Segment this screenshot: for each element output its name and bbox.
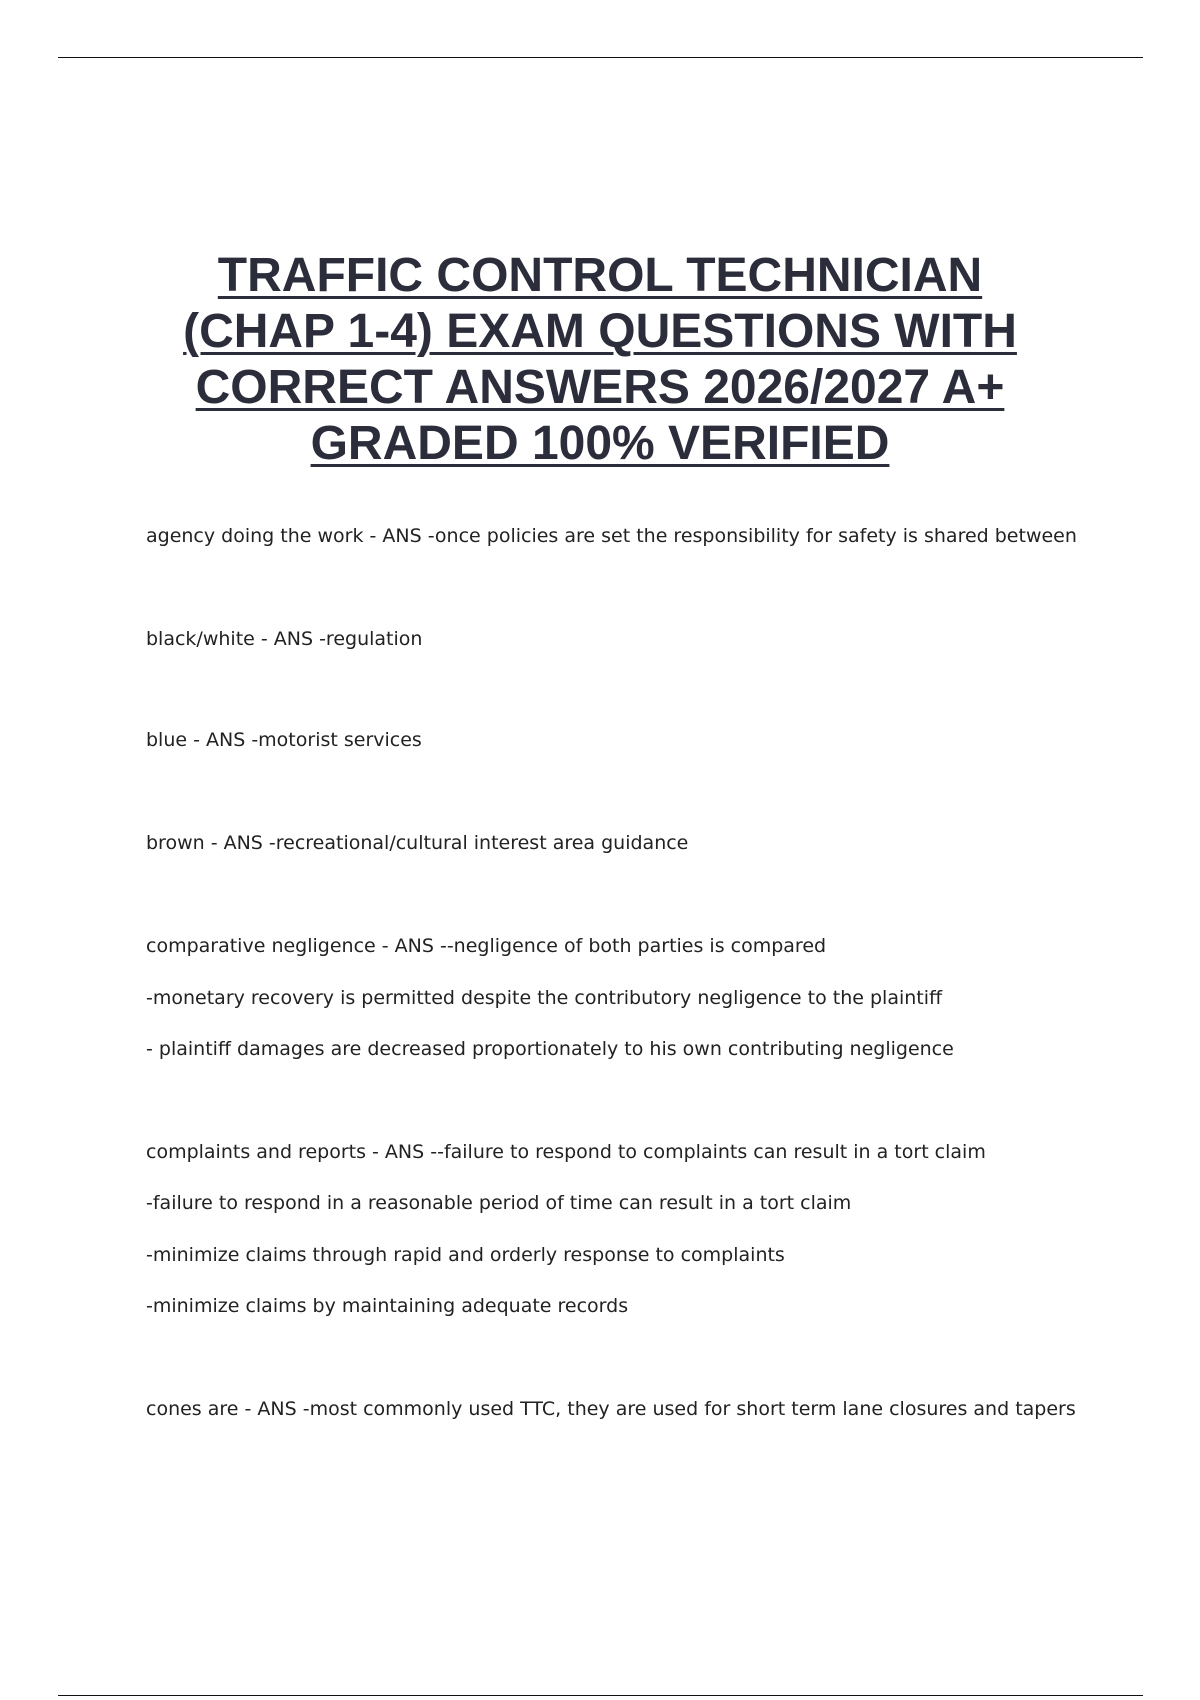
qa-entry-cones: cones are - ANS -most commonly used TTC, they are used for short term lane closures and tapers	[146, 1398, 1076, 1420]
qa-entry-agency: agency doing the work - ANS -once policies are set the responsibility for safety is shared between	[146, 525, 1077, 547]
qa-entry-line: -minimize claims by maintaining adequate records	[146, 1295, 629, 1317]
qa-entry-blue: blue - ANS -motorist services	[146, 729, 422, 751]
qa-entry-line: - plaintiff damages are decreased proportionately to his own contributing negligence	[146, 1038, 954, 1060]
title-line: GRADED 100% VERIFIED	[310, 417, 890, 470]
qa-entry-comparative-negligence: comparative negligence - ANS --negligence of both parties is compared	[146, 935, 827, 957]
qa-entry-line: -minimize claims through rapid and orderly response to complaints	[146, 1244, 785, 1266]
qa-entry-line: -failure to respond in a reasonable period of time can result in a tort claim	[146, 1192, 852, 1214]
qa-entry-line: -monetary recovery is permitted despite the contributory negligence to the plaintiff	[146, 987, 943, 1009]
title-line: CORRECT ANSWERS 2026/2027 A+	[195, 361, 1005, 414]
footer-rule	[58, 1695, 1143, 1696]
qa-entry-brown: brown - ANS -recreational/cultural interest area guidance	[146, 832, 689, 854]
header-rule	[58, 57, 1143, 58]
qa-entry-complaints-reports: complaints and reports - ANS --failure to respond to complaints can result in a tort claim	[146, 1141, 986, 1163]
qa-entry-black-white: black/white - ANS -regulation	[146, 628, 423, 650]
title-line: (CHAP 1-4) EXAM QUESTIONS WITH	[183, 305, 1017, 358]
document-title	[100, 248, 1100, 472]
title-line: TRAFFIC CONTROL TECHNICIAN	[217, 249, 983, 302]
